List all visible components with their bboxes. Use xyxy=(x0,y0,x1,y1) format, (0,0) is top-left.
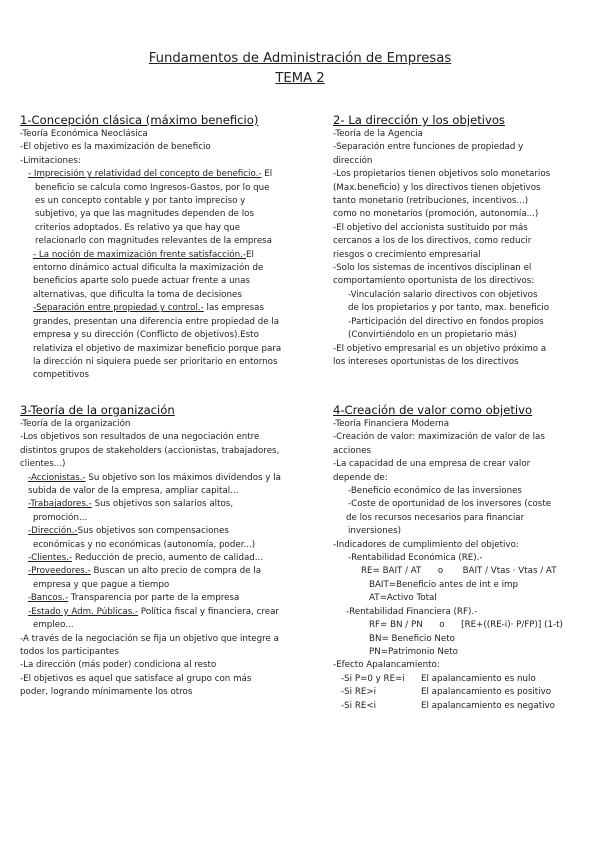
section-2-heading: 2- La dirección y los objetivos xyxy=(333,113,505,127)
leverage-condition: -Si RE>i xyxy=(341,687,377,698)
formula-re: RE= BAIT / AT o BAIT / Vtas · Vtas / AT xyxy=(361,566,557,577)
stakeholder-text: Transparencia por parte de la empresa xyxy=(68,593,240,604)
text-line: grandes, presentan una diferencia entre propiedad de la xyxy=(33,316,280,327)
text-line: empresa y que pague a tiempo xyxy=(33,579,170,590)
text-line: la dirección ni siquiera puede ser prioritario en entornos xyxy=(33,356,278,367)
limitation-1-tail: El xyxy=(261,169,273,180)
stakeholder-label: -Clientes.- xyxy=(28,553,73,564)
leverage-result: El apalancamiento es nulo xyxy=(421,673,536,684)
text-line: -Teoría de la organización xyxy=(20,419,131,429)
text-line: -Limitaciones: xyxy=(20,155,81,166)
text-line: todos los participantes xyxy=(20,646,119,657)
text-line: comportamiento oportunista de los directivos: xyxy=(333,276,535,287)
stakeholder-text: Sus objetivos son salarios altos, xyxy=(91,499,234,510)
document-title: Fundamentos de Administración de Empresas xyxy=(148,51,452,66)
limitation-1 xyxy=(20,168,290,181)
leverage-condition: -Si RE<i xyxy=(341,700,377,711)
limitation-2-title: - La noción de maximización frente satisfacción.- xyxy=(33,249,246,260)
text-line: acciones xyxy=(333,445,371,456)
stakeholder-label: -Trabajadores.- xyxy=(28,499,92,510)
text-line: empresa y su dirección (Conflicto de objetivos).Esto xyxy=(33,330,259,341)
stakeholder-accionistas xyxy=(20,472,290,485)
text-line: promoción... xyxy=(33,512,88,523)
text-line: de los propietarios y por tanto, max. beneficio xyxy=(348,303,550,314)
text-line: -Los objetivos son resultados de una negociación entre xyxy=(20,432,260,443)
text-line: los intereses oportunistas de los directivos xyxy=(333,356,519,367)
stakeholder-proveedores xyxy=(20,565,290,578)
text-line: AT=Activo Total xyxy=(369,593,437,604)
text-line: -Coste de oportunidad de los inversores (coste xyxy=(348,499,552,510)
text-line: -A través de la negociación se fija un objetivo que integre a xyxy=(20,633,279,644)
text-line: entorno dinámico actual dificulta la maximización de xyxy=(33,263,264,274)
stakeholder-label: -Estado y Adm. Públicas.- xyxy=(28,606,139,617)
text-line: relacionarlo con magnitudes relevantes de la empresa xyxy=(35,236,273,247)
text-line: -Rentabilidad Financiera (RF).- xyxy=(346,606,478,617)
text-line: BN= Beneficio Neto xyxy=(369,633,455,644)
text-line: -El objetivo del accionista sustituido por más xyxy=(333,222,528,233)
section-1 xyxy=(20,113,290,383)
text-line: (Max.beneficio) y los directivos tienen objetivos xyxy=(333,182,541,193)
text-line: BAIT=Beneficio antes de int e imp xyxy=(369,579,519,590)
text-line: alternativas, que dificulta la toma de decisiones xyxy=(33,289,242,300)
leverage-result: El apalancamiento es negativo xyxy=(421,700,555,711)
text-line: -El objetivo es la maximización de beneficio xyxy=(20,142,211,153)
text-line: riesgos o crecimiento empresarial xyxy=(333,249,481,260)
text-line: relativiza el objetivo de maximizar beneficio porque para xyxy=(33,343,282,354)
text-line: -La dirección (más poder) condiciona al resto xyxy=(20,660,217,671)
text-line: poder, logrando mínimamente los otros xyxy=(20,687,193,698)
stakeholder-text: Reducción de precio, aumento de calidad... xyxy=(72,553,264,564)
text-line: -Teoría de la Agencia xyxy=(333,129,423,139)
text-line: -Los propietarios tienen objetivos solo monetarios xyxy=(333,169,551,180)
text-line: cercanos a los de los directivos, como reducir xyxy=(333,236,532,247)
text-line: -Efecto Apalancamiento: xyxy=(333,660,440,671)
text-line: económicas y no económicas (autonomía, poder...) xyxy=(33,539,256,550)
limitation-3-tail: las empresas xyxy=(203,303,264,314)
limitation-3-title: -Separación entre propiedad y control.- xyxy=(33,303,204,314)
stakeholder-label: -Bancos.- xyxy=(28,593,69,604)
section-3 xyxy=(20,403,290,700)
text-line: criterios adoptados. Es relativo ya que hay que xyxy=(35,222,241,233)
limitation-1-title: - Imprecisión y relatividad del concepto de beneficio.- xyxy=(28,169,262,180)
stakeholder-label: -Accionistas.- xyxy=(28,472,86,483)
stakeholder-text: Sus objetivos son compensaciones xyxy=(77,526,229,537)
document-subtitle: TEMA 2 xyxy=(275,71,325,86)
stakeholder-estado xyxy=(20,606,290,619)
section-3-heading: 3-Teoría de la organización xyxy=(20,403,175,417)
text-line: -El objetivos es aquel que satisface al grupo con más xyxy=(20,673,252,684)
stakeholder-label: -Proveedores.- xyxy=(28,566,91,577)
text-line: depende de: xyxy=(333,472,388,483)
text-line: -Teoría Económica Neoclásica xyxy=(20,129,148,139)
leverage-row xyxy=(333,686,595,699)
text-line: -Creación de valor: maximización de valor de las xyxy=(333,432,545,443)
text-line: -La capacidad de una empresa de crear valor xyxy=(333,459,531,470)
stakeholder-trabajadores xyxy=(20,498,290,511)
limitation-3 xyxy=(20,302,290,315)
text-line: -Rentabilidad Económica (RE).- xyxy=(348,553,483,564)
text-line: subida de valor de la empresa, ampliar capital... xyxy=(28,486,239,497)
formula-rf: RF= BN / PN o [RE+((RE-i)· P/FP)] (1-t) xyxy=(369,620,563,631)
text-line: -Participación del directivo en fondos propios xyxy=(348,316,544,327)
text-line: -Indicadores de cumplimiento del objetivo: xyxy=(333,539,519,550)
text-line: competitivos xyxy=(33,370,90,381)
text-line: -Solo los sistemas de incentivos disciplinan el xyxy=(333,263,532,274)
section-4-heading: 4-Creación de valor como objetivo xyxy=(333,403,533,417)
leverage-result: El apalancamiento es positivo xyxy=(421,687,552,698)
text-line: (Convirtiéndolo en un propietario más) xyxy=(348,330,517,341)
stakeholder-text: Política fiscal y financiera, crear xyxy=(138,606,279,617)
text-line: clientes...) xyxy=(20,459,66,470)
text-line: dirección xyxy=(333,155,373,166)
leverage-row xyxy=(333,700,595,713)
section-2 xyxy=(333,113,595,369)
leverage-condition: -Si P=0 y RE=i xyxy=(341,673,405,684)
text-line: de los recursos necesarios para financiar xyxy=(346,512,525,523)
text-line: subjetivo, ya que las magnitudes dependen de los xyxy=(35,209,254,220)
text-line: beneficios aparte solo puede actuar frente a unas xyxy=(33,276,250,287)
text-line: empleo... xyxy=(33,620,74,631)
stakeholder-bancos xyxy=(20,592,290,605)
text-line: distintos grupos de stakeholders (accionistas, trabajadores, xyxy=(20,445,280,456)
text-line: inversiones) xyxy=(348,526,401,537)
text-line: es un concepto contable y por tanto impreciso y xyxy=(35,196,246,207)
section-1-heading: 1-Concepción clásica (máximo beneficio) xyxy=(20,113,259,127)
text-line: tanto monetario (retribuciones, incentivos...) xyxy=(333,196,529,207)
stakeholder-text: Su objetivo son los máximos dividendos y la xyxy=(85,472,281,483)
text-line: -Separación entre funciones de propiedad y xyxy=(333,142,524,153)
limitation-2 xyxy=(20,249,290,262)
text-line: beneficio se calcula como Ingresos-Gastos, por lo que xyxy=(35,182,270,193)
text-line: -Vinculación salario directivos con objetivos xyxy=(348,289,538,300)
stakeholder-text: Buscan un alto precio de compra de la xyxy=(90,566,262,577)
text-line: -Beneficio económico de las inversiones xyxy=(348,486,522,497)
stakeholder-clientes xyxy=(20,552,290,565)
text-line: PN=Patrimonio Neto xyxy=(369,646,458,657)
text-line: -Teoría Financiera Moderna xyxy=(333,419,450,429)
section-4 xyxy=(333,403,595,713)
stakeholder-label: -Dirección.- xyxy=(28,526,78,537)
limitation-2-tail: El xyxy=(245,249,254,260)
stakeholder-direccion xyxy=(20,525,290,538)
text-line: -El objetivo empresarial es un objetivo próximo a xyxy=(333,343,547,354)
text-line: como no monetarios (promoción, autonomía...) xyxy=(333,209,539,220)
leverage-row xyxy=(333,673,595,686)
